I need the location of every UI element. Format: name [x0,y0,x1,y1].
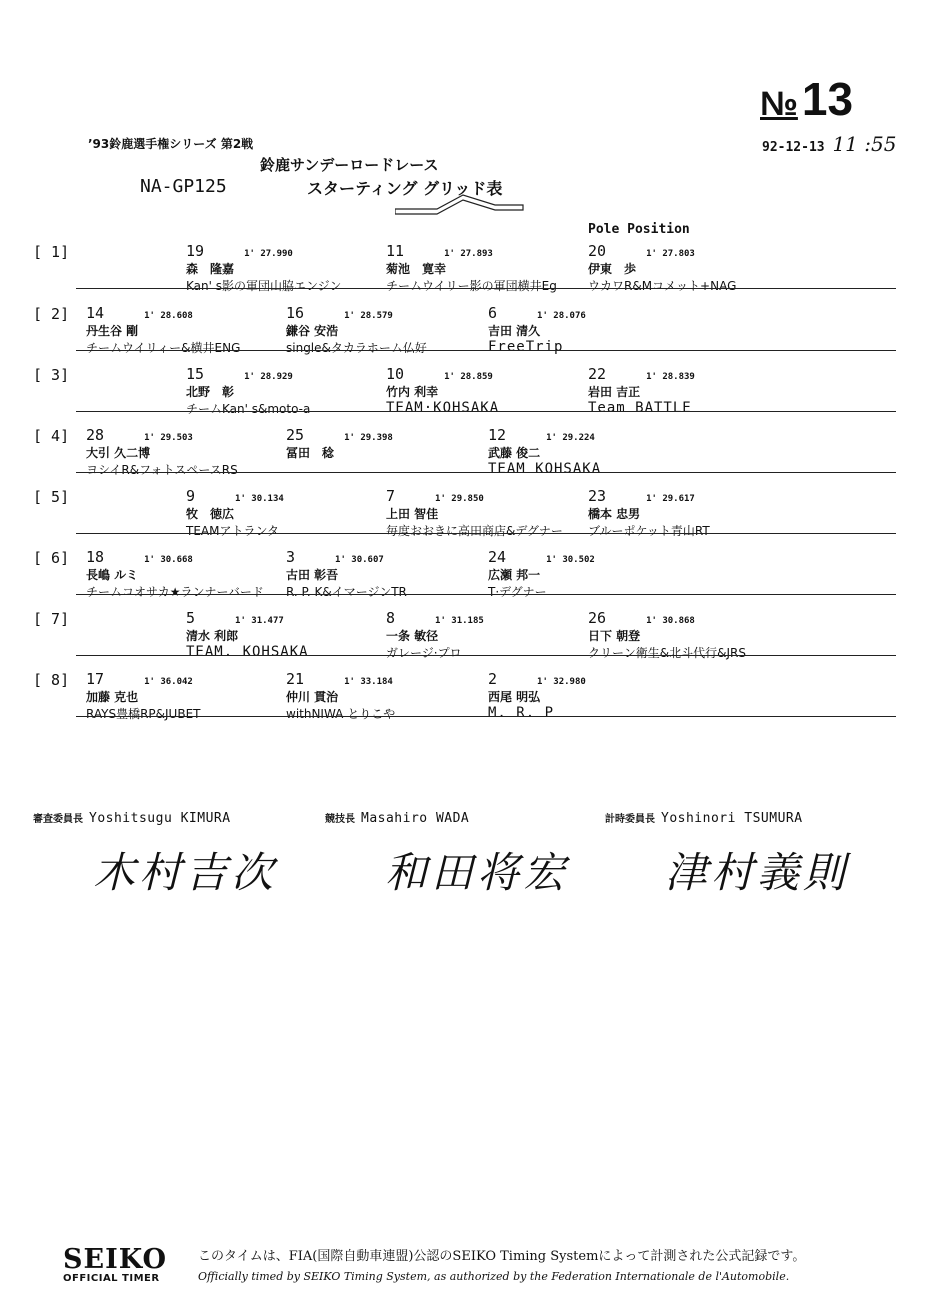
qualifying-time: 1' 29.224 [546,433,595,443]
qualifying-time: 1' 28.608 [144,311,193,321]
qualifying-time: 1' 28.076 [537,311,586,321]
grid-row-label: [ 7] [33,610,70,628]
row-divider [76,411,896,412]
rider-number: 5 [186,609,196,627]
rider-number: 25 [286,426,305,444]
rider-name: 西尾 明弘 [488,690,541,704]
timing-note-en: Officially timed by SEIKO Timing System, as authorized by the Federation Internationale de l'Automobile. [198,1270,790,1283]
grid-slot [186,608,396,660]
qualifying-time: 1' 27.990 [244,249,293,259]
team-name: 毎度おおきに高田商店&デグナー [386,524,563,538]
document-number [760,72,853,126]
official-name: Yoshitsugu KIMURA [89,811,231,826]
rider-name: 森 隆嘉 [186,262,235,276]
official-label [33,810,231,826]
row-divider [76,533,896,534]
rider-name: 一条 敏径 [386,629,439,643]
team-name: Kan' s影の軍団山脇エンジン [186,279,342,293]
grid-slot [86,303,296,356]
grid-slot [488,669,698,721]
grid-slot [386,486,596,539]
qualifying-time: 1' 28.579 [344,311,393,321]
date-stamp: 92-12-13 [762,140,825,155]
team-name: TEAM KOHSAKA [488,461,602,477]
grid-slot [186,364,396,417]
qualifying-time: 1' 27.893 [444,249,493,259]
row-divider [76,594,896,595]
qualifying-time: 1' 28.929 [244,372,293,382]
number-sign: № [760,85,798,123]
team-name: R. P. K&イマージンTR [286,585,407,599]
rider-name: 伊東 歩 [588,262,637,276]
grid-slot [588,241,798,294]
official-name: Masahiro WADA [361,811,470,826]
rider-number: 10 [386,365,405,383]
official-title: 審査委員長 [33,814,83,825]
rider-name: 加藤 克也 [86,690,139,704]
rider-name: 吉田 清久 [488,324,541,338]
rider-name: 岩田 吉正 [588,385,641,399]
team-name: ガレージ·プロ [386,646,462,660]
qualifying-time: 1' 30.134 [235,494,284,504]
seiko-logo: SEIKO [63,1244,167,1275]
race-title: 鈴鹿サンデーロードレース [260,156,439,174]
grid-slot [386,241,596,294]
team-name: FreeTrip [488,339,564,355]
qualifying-time: 1' 29.398 [344,433,393,443]
team-name: チームコオサカ★ランナーバード [86,585,264,599]
team-name: チームウイリィー&横井ENG [86,341,241,355]
grid-slot [286,425,496,461]
qualifying-time: 1' 30.502 [546,555,595,565]
grid-slot [488,425,698,477]
team-name: ブルーポケット青山RT [588,524,710,538]
rider-number: 16 [286,304,305,322]
qualifying-time: 1' 28.859 [444,372,493,382]
row-divider [76,472,896,473]
row-divider [76,655,896,656]
official-title: 競技長 [325,814,355,825]
rider-name: 竹内 利幸 [386,385,439,399]
rider-number: 3 [286,548,296,566]
rider-number: 8 [386,609,396,627]
grid-row-label: [ 5] [33,488,70,506]
grid-row-label: [ 4] [33,427,70,445]
grid-slot [86,425,296,478]
rider-number: 21 [286,670,305,688]
rider-name: 清水 利郎 [186,629,239,643]
rider-name: 日下 朝登 [588,629,641,643]
official-title: 計時委員長 [605,814,655,825]
team-name: single&タカラホーム仏好 [286,341,427,355]
rider-name: 古田 彰吾 [286,568,339,582]
qualifying-time: 1' 29.617 [646,494,695,504]
team-name: チームウイリー影の軍団横井Eg [386,279,557,293]
official-name: Yoshinori TSUMURA [661,811,803,826]
qualifying-time: 1' 33.184 [344,677,393,687]
grid-row-label: [ 1] [33,243,70,261]
date-time-stamp [762,132,896,156]
series-title: ’93鈴鹿選手権シリーズ 第2戦 [88,137,254,151]
rider-number: 11 [386,242,405,260]
grid-slot [286,669,496,722]
signature: 和田将宏 [385,848,570,897]
pole-position-label: Pole Position [588,222,690,237]
rider-number: 20 [588,242,607,260]
grid-slot [186,486,396,539]
grid-slot [286,303,496,356]
team-name: クリーン衛生&北斗代行&JRS [588,646,746,660]
grid-slot [386,608,596,661]
rider-name: 北野 彰 [186,385,235,399]
document-title: スターティング グリッド表 [307,179,503,198]
official-label [325,810,469,826]
qualifying-time: 1' 32.980 [537,677,586,687]
rider-number: 19 [186,242,205,260]
team-name: TEAMアトランタ [186,524,279,538]
qualifying-time: 1' 30.868 [646,616,695,626]
grid-slot [86,669,296,722]
direction-arrow-icon [395,193,530,215]
grid-slot [588,486,798,539]
rider-number: 15 [186,365,205,383]
rider-number: 14 [86,304,105,322]
rider-number: 17 [86,670,105,688]
rider-name: 仲川 貫治 [286,690,339,704]
rider-name: 広瀬 邦一 [488,568,541,582]
qualifying-time: 1' 31.477 [235,616,284,626]
rider-name: 長嶋 ルミ [86,568,139,582]
team-name: ウカワR&Mコメット+NAG [588,279,737,293]
grid-slot [588,608,798,661]
qualifying-time: 1' 29.503 [144,433,193,443]
qualifying-time: 1' 36.042 [144,677,193,687]
rider-name: 鎌谷 安浩 [286,324,339,338]
team-name: TEAM·KOHSAKA [386,400,500,416]
grid-row-label: [ 2] [33,305,70,323]
team-name: TEAM. KOHSAKA [186,644,309,660]
qualifying-time: 1' 30.607 [335,555,384,565]
team-name: M. R. P [488,705,555,721]
grid-slot [286,547,496,600]
rider-name: 牧 徳広 [186,507,235,521]
rider-number: 28 [86,426,105,444]
rider-number: 6 [488,304,498,322]
qualifying-time: 1' 27.803 [646,249,695,259]
grid-slot [86,547,296,600]
rider-number: 7 [386,487,396,505]
rider-number: 12 [488,426,507,444]
rider-number: 2 [488,670,498,688]
rider-name: 冨田 稔 [286,446,335,460]
row-divider [76,716,896,717]
rider-name: 橋本 忠男 [588,507,641,521]
team-name: Team BATTLE [588,400,692,416]
timing-note-jp: このタイムは、FIA(国際自動車連盟)公認のSEIKO Timing Systemによって計測された公式記録です。 [198,1249,806,1264]
rider-name: 大引 久二博 [86,446,151,460]
team-name: チームKan' s&moto-a [186,402,311,416]
grid-slot [588,364,798,416]
qualifying-time: 1' 29.850 [435,494,484,504]
official-timer-label: OFFICIAL TIMER [63,1273,160,1284]
qualifying-time: 1' 31.185 [435,616,484,626]
grid-row-label: [ 6] [33,549,70,567]
row-divider [76,350,896,351]
rider-number: 9 [186,487,196,505]
grid-slot [488,547,698,600]
class-name: NA-GP125 [140,176,227,197]
team-name: T·デグナー [488,585,547,599]
signature: 木村吉次 [93,848,278,897]
row-divider [76,288,896,289]
grid-row-label: [ 8] [33,671,70,689]
rider-name: 菊池 寛幸 [386,262,447,276]
rider-number: 18 [86,548,105,566]
signature: 津村義則 [665,848,850,897]
rider-name: 丹生谷 剛 [86,324,139,338]
grid-slot [186,241,396,294]
document-number-value: 13 [801,73,854,125]
qualifying-time: 1' 28.839 [646,372,695,382]
rider-name: 上田 智佳 [386,507,439,521]
rider-number: 22 [588,365,607,383]
rider-number: 24 [488,548,507,566]
team-name: withNIWA とりこや [286,707,396,721]
rider-number: 26 [588,609,607,627]
team-name: RAYS豊橋RP&JUBET [86,707,201,721]
official-label [605,810,803,826]
rider-name: 武藤 俊二 [488,446,541,460]
rider-number: 23 [588,487,607,505]
grid-slot [488,303,698,355]
grid-slot [386,364,596,416]
team-name: ヨシイR&フォトスペースRS [86,463,238,477]
grid-row-label: [ 3] [33,366,70,384]
handwritten-time: 11 :55 [832,132,897,156]
qualifying-time: 1' 30.668 [144,555,193,565]
